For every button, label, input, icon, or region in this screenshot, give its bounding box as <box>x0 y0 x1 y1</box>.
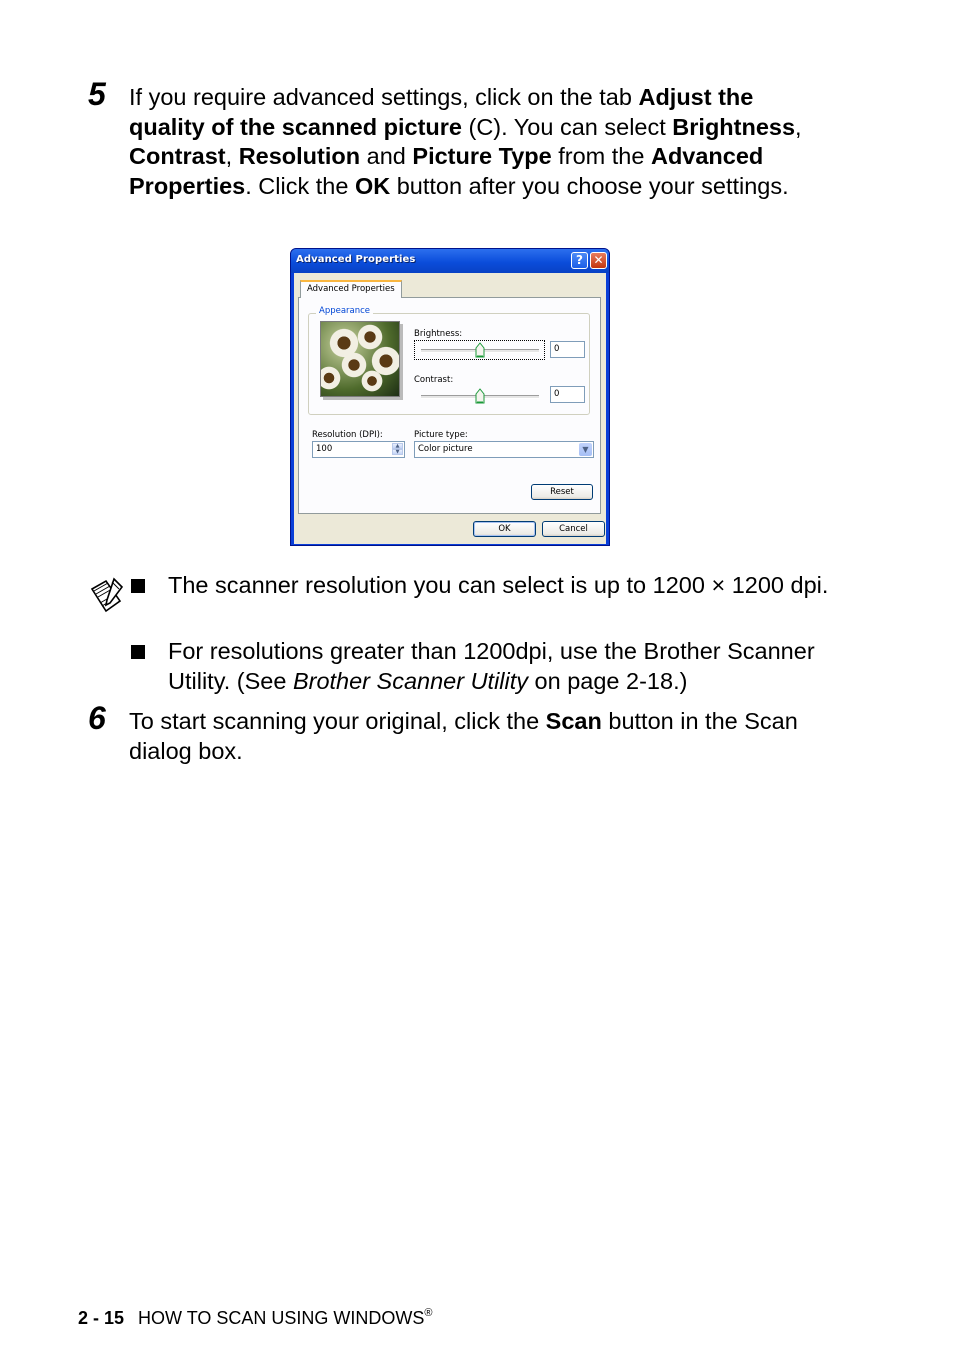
contrast-label: Contrast: <box>414 375 454 385</box>
dialog-client-area <box>294 273 606 544</box>
resolution-spin-buttons[interactable]: ▲ ▼ <box>392 443 403 456</box>
appearance-group-title: Appearance <box>316 306 373 316</box>
page-number: 2 - 15 <box>78 1308 125 1328</box>
page-footer <box>78 1302 432 1329</box>
section-title: HOW TO SCAN USING WINDOWS <box>138 1308 425 1328</box>
close-button[interactable]: ✕ <box>590 252 607 269</box>
picture-type-select[interactable] <box>414 441 594 458</box>
resolution-label: Resolution (DPI): <box>312 430 383 440</box>
resolution-value: 100 <box>316 444 333 454</box>
help-button[interactable]: ? <box>571 252 588 269</box>
contrast-value-field[interactable]: 0 <box>550 386 585 403</box>
preview-image <box>320 321 400 397</box>
ok-button[interactable]: OK <box>473 521 536 537</box>
brightness-label: Brightness: <box>414 329 463 339</box>
registered-mark: ® <box>424 1307 433 1319</box>
contrast-slider-thumb[interactable] <box>475 388 485 404</box>
step-number-6: 6 <box>88 700 106 736</box>
bullet-1 <box>131 579 145 593</box>
dialog-title: Advanced Properties <box>296 254 416 265</box>
tab-advanced-properties[interactable]: Advanced Properties <box>300 280 402 298</box>
step-6-text: To start scanning your original, click the Scan button in the Scan dialog box. <box>129 708 798 764</box>
resolution-spinbox[interactable] <box>312 441 405 458</box>
picture-type-value: Color picture <box>418 444 473 454</box>
note-item-1: The scanner resolution you can select is up to 1200 × 1200 dpi. <box>168 572 829 598</box>
cancel-button[interactable]: Cancel <box>542 521 605 537</box>
step-5-text: If you require advanced settings, click on the tab Adjust the quality of the scanned picture (C). You can select Brightness, Contrast, Resolution and Picture Type from the Advanced Properties. Click the OK button after you choose your settings. <box>129 84 802 199</box>
note-icon <box>88 577 124 615</box>
brightness-slider-thumb[interactable] <box>475 342 485 358</box>
note-item-2: For resolutions greater than 1200dpi, use the Brother Scanner Utility. (See Brother Scanner Utility on page 2-18.) <box>168 638 815 694</box>
brightness-value-field[interactable]: 0 <box>550 341 585 358</box>
reset-button[interactable]: Reset <box>531 484 593 500</box>
chevron-down-icon[interactable]: ▼ <box>579 443 592 456</box>
advanced-properties-dialog <box>290 248 610 546</box>
picture-type-label: Picture type: <box>414 430 468 440</box>
step-number-5: 5 <box>88 76 106 112</box>
dialog-titlebar <box>291 249 609 273</box>
bullet-2 <box>131 645 145 659</box>
